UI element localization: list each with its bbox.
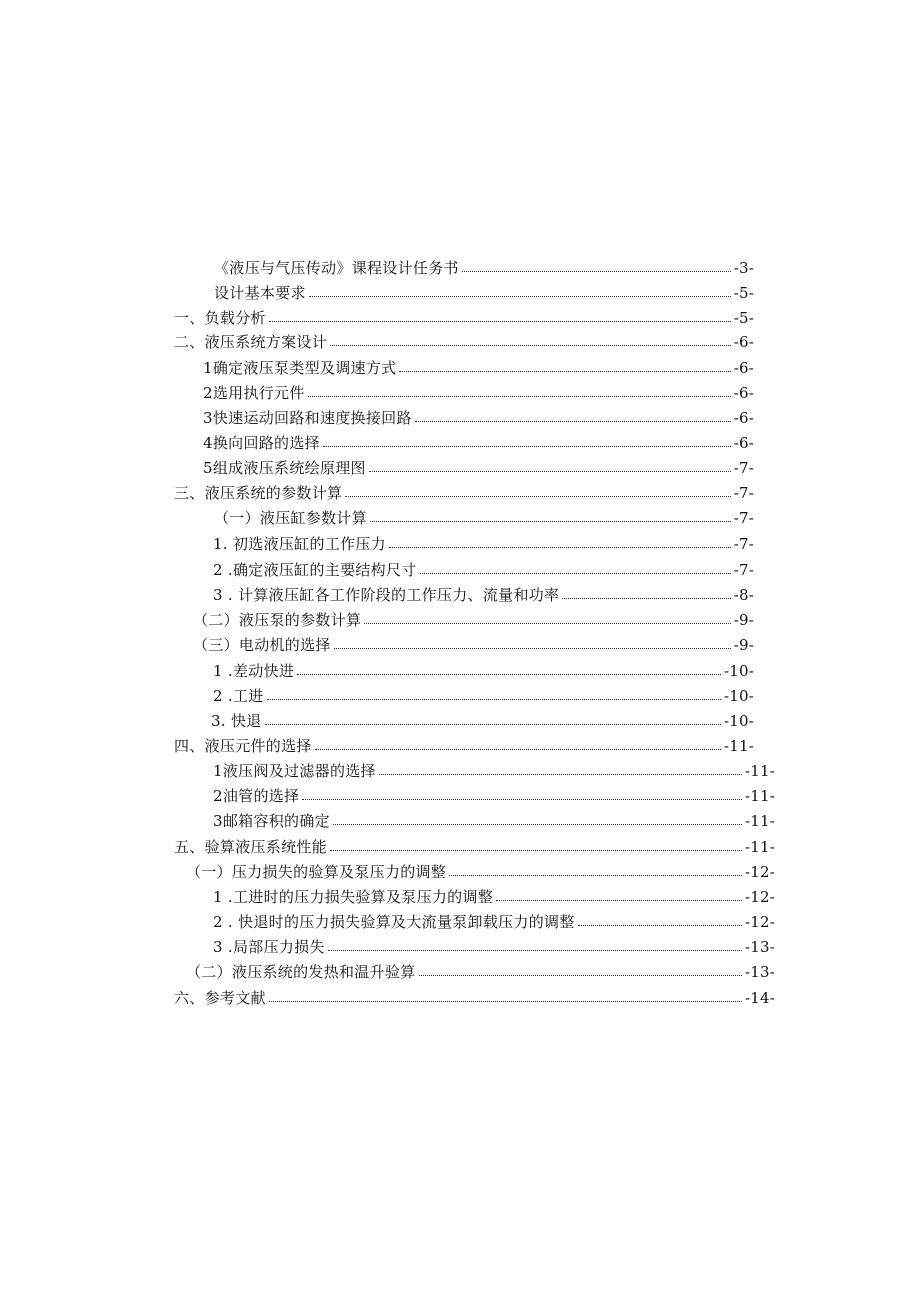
- toc-entry-label: 一、负载分析: [174, 309, 266, 327]
- toc-leader-dots: [269, 321, 731, 322]
- toc-entry[interactable]: [203, 356, 754, 380]
- toc-entry-label: 2 .确定液压缸的主要结构尺寸: [213, 561, 417, 579]
- toc-page-number: -8-: [733, 586, 754, 604]
- toc-leader-dots: [302, 799, 742, 800]
- toc-entry[interactable]: [174, 330, 754, 354]
- toc-entry-label: 六、参考文献: [174, 989, 266, 1007]
- toc-leader-dots: [379, 774, 742, 775]
- toc-entry[interactable]: [213, 784, 775, 808]
- toc-entry[interactable]: [213, 558, 754, 582]
- toc-entry[interactable]: [213, 759, 775, 783]
- toc-page-number: -14-: [744, 989, 775, 1007]
- toc-entry-label: 4换向回路的选择: [203, 434, 320, 452]
- toc-page-number: -5-: [733, 309, 754, 327]
- toc-entry[interactable]: [213, 532, 754, 556]
- toc-entry-label: 二、液压系统方案设计: [174, 333, 328, 351]
- toc-entry[interactable]: [203, 431, 754, 455]
- toc-entry[interactable]: [214, 256, 754, 280]
- toc-page-number: -7-: [733, 484, 754, 502]
- toc-entry[interactable]: [174, 734, 754, 758]
- toc-entry-label: （二）液压系统的发热和温升验算: [186, 963, 416, 981]
- toc-leader-dots: [370, 521, 731, 522]
- toc-leader-dots: [415, 421, 731, 422]
- toc-page-number: -11-: [744, 762, 775, 780]
- toc-entry[interactable]: [203, 456, 754, 480]
- toc-entry[interactable]: [193, 608, 754, 632]
- toc-entry[interactable]: [214, 281, 754, 305]
- toc-page-number: -7-: [733, 459, 754, 477]
- toc-entry-label: 2油管的选择: [213, 787, 300, 805]
- toc-entry-label: 5组成液压系统绘原理图: [203, 459, 366, 477]
- toc-page-number: -12-: [744, 863, 775, 881]
- toc-leader-dots: [562, 598, 730, 599]
- toc-page-number: -7-: [733, 561, 754, 579]
- toc-leader-dots: [267, 699, 721, 700]
- toc-entry-label: 设计基本要求: [214, 284, 306, 302]
- toc-page-number: -5-: [733, 284, 754, 302]
- toc-leader-dots: [328, 950, 742, 951]
- toc-page-number: -7-: [733, 509, 754, 527]
- toc-entry-label: 2 .工进: [213, 687, 264, 705]
- toc-page-number: -11-: [744, 838, 775, 856]
- toc-entry-label: 3快速运动回路和速度换接回路: [203, 409, 412, 427]
- toc-entry-label: 1确定液压泵类型及调速方式: [203, 359, 397, 377]
- toc-page-number: -6-: [733, 434, 754, 452]
- toc-entry[interactable]: [213, 659, 754, 683]
- toc-entry-label: 3. 快退: [211, 712, 262, 730]
- toc-entry-label: （一）液压缸参数计算: [214, 509, 368, 527]
- toc-entry[interactable]: [186, 960, 775, 984]
- toc-entry-label: 五、验算液压系统性能: [174, 838, 328, 856]
- toc-leader-dots: [333, 824, 742, 825]
- toc-page-number: -10-: [723, 662, 754, 680]
- toc-page-number: -10-: [723, 687, 754, 705]
- toc-entry[interactable]: [211, 709, 754, 733]
- toc-leader-dots: [369, 471, 731, 472]
- toc-leader-dots: [265, 724, 721, 725]
- toc-leader-dots: [309, 296, 731, 297]
- toc-entry[interactable]: [213, 935, 775, 959]
- toc-entry[interactable]: [213, 583, 754, 607]
- toc-page-number: -3-: [733, 259, 754, 277]
- toc-entry[interactable]: [214, 506, 754, 530]
- toc-entry-label: 1 .差动快进: [213, 662, 295, 680]
- toc-entry-label: 3 .局部压力损失: [213, 938, 325, 956]
- toc-leader-dots: [308, 396, 731, 397]
- toc-leader-dots: [364, 623, 730, 624]
- toc-leader-dots: [330, 850, 742, 851]
- toc-page-number: -13-: [744, 963, 775, 981]
- toc-leader-dots: [334, 648, 731, 649]
- toc-leader-dots: [462, 271, 731, 272]
- toc-entry-label: 2 . 快退时的压力损失验算及大流量泵卸载压力的调整: [213, 913, 575, 931]
- toc-entry[interactable]: [174, 306, 754, 330]
- toc-leader-dots: [578, 925, 742, 926]
- toc-page-number: -12-: [744, 888, 775, 906]
- toc-entry-label: 1 .工进时的压力损失验算及泵压力的调整: [213, 888, 494, 906]
- toc-entry[interactable]: [213, 809, 775, 833]
- toc-leader-dots: [389, 547, 731, 548]
- toc-leader-dots: [420, 573, 731, 574]
- toc-page-number: -7-: [733, 535, 754, 553]
- toc-entry[interactable]: [213, 885, 775, 909]
- toc-leader-dots: [496, 900, 742, 901]
- toc-page-number: -6-: [733, 359, 754, 377]
- toc-leader-dots: [323, 446, 731, 447]
- toc-entry[interactable]: [174, 481, 754, 505]
- toc-page-number: -13-: [744, 938, 775, 956]
- toc-page-number: -6-: [733, 409, 754, 427]
- toc-entry[interactable]: [203, 381, 754, 405]
- toc-entry[interactable]: [174, 835, 775, 859]
- toc-entry-label: 《液压与气压传动》课程设计任务书: [214, 259, 459, 277]
- toc-leader-dots: [297, 674, 721, 675]
- toc-entry-label: 1. 初选液压缸的工作压力: [213, 535, 386, 553]
- toc-page-number: -11-: [744, 812, 775, 830]
- toc-entry-label: （二）液压泵的参数计算: [193, 611, 362, 629]
- toc-page-number: -6-: [733, 384, 754, 402]
- toc-entry-label: 3 . 计算液压缸各工作阶段的工作压力、流量和功率: [213, 586, 560, 604]
- toc-page-number: -9-: [733, 611, 754, 629]
- toc-page-number: -10-: [723, 712, 754, 730]
- toc-leader-dots: [399, 371, 730, 372]
- toc-entry-label: 1液压阀及过滤器的选择: [213, 762, 376, 780]
- toc-leader-dots: [269, 1001, 742, 1002]
- toc-leader-dots: [315, 749, 721, 750]
- toc-entry-label: 三、液压系统的参数计算: [174, 484, 343, 502]
- toc-entry-label: （一）压力损失的验算及泵压力的调整: [186, 863, 447, 881]
- toc-entry[interactable]: [213, 684, 754, 708]
- toc-page-number: -6-: [733, 333, 754, 351]
- toc-page-number: -9-: [733, 636, 754, 654]
- toc-entry-label: （三）电动机的选择: [193, 636, 331, 654]
- toc-page-number: -11-: [723, 737, 754, 755]
- toc-entry[interactable]: [174, 986, 775, 1010]
- toc-page-number: -12-: [744, 913, 775, 931]
- toc-entry[interactable]: [213, 910, 775, 934]
- toc-leader-dots: [449, 875, 742, 876]
- toc-entry-label: 四、液压元件的选择: [174, 737, 312, 755]
- toc-page-number: -11-: [744, 787, 775, 805]
- toc-leader-dots: [330, 345, 731, 346]
- toc-leader-dots: [345, 496, 730, 497]
- toc-entry-label: 3邮箱容积的确定: [213, 812, 330, 830]
- toc-entry-label: 2选用执行元件: [203, 384, 305, 402]
- toc-entry[interactable]: [193, 633, 754, 657]
- toc-entry[interactable]: [203, 406, 754, 430]
- toc-entry[interactable]: [186, 860, 775, 884]
- toc-leader-dots: [419, 975, 742, 976]
